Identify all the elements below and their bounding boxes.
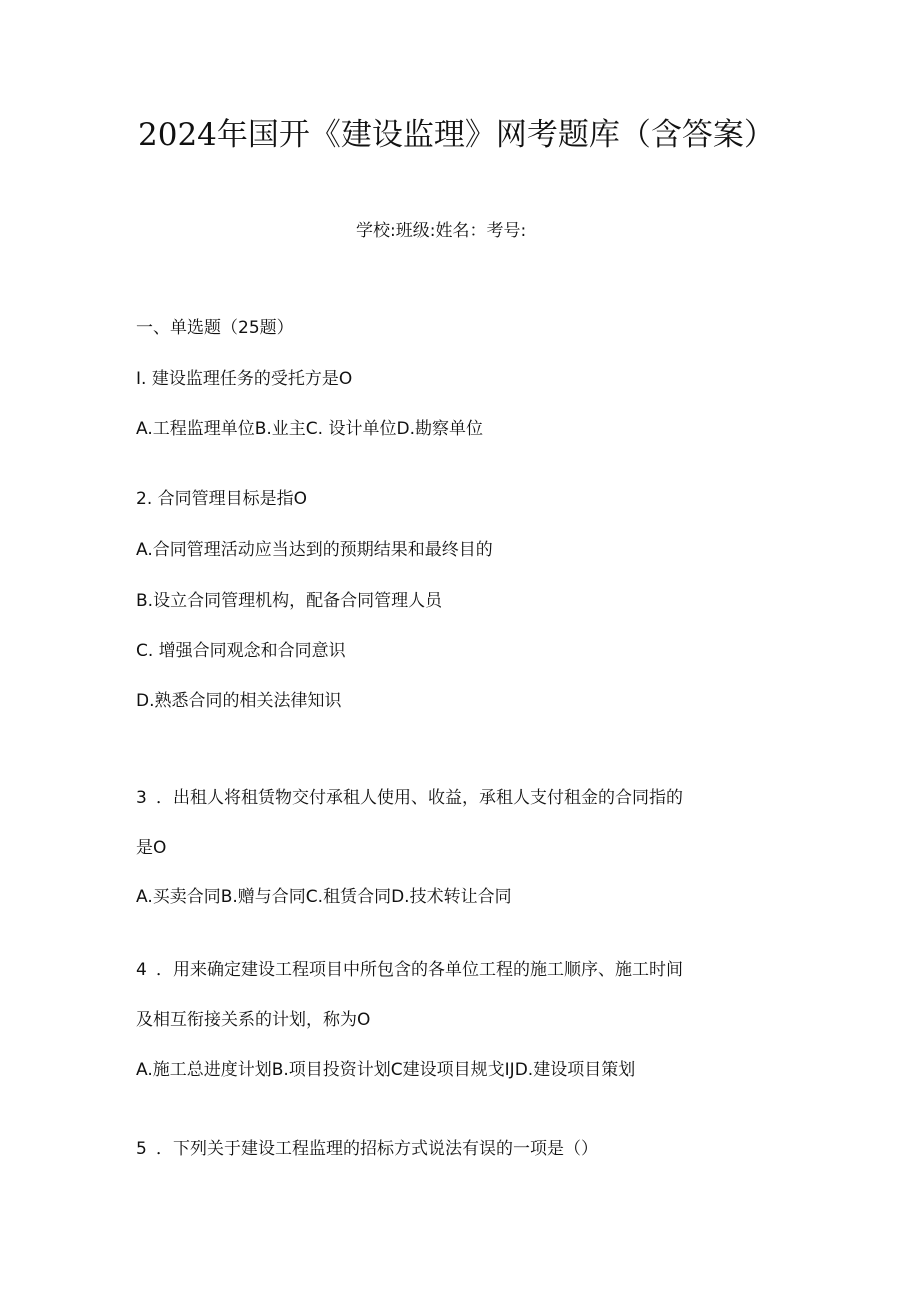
question-1-stem: I. 建设监理任务的受托方是O <box>136 369 353 389</box>
question-2-stem: 2. 合同管理目标是指O <box>136 489 308 509</box>
question-5-number: 5 <box>136 1139 147 1159</box>
question-5-stem-line-1 <box>136 1136 598 1162</box>
question-1-options: A.工程监理单位B.业主C. 设计单位D.勘察单位 <box>136 419 483 439</box>
question-4-stem-line-1 <box>136 957 683 983</box>
question-3-stem-line-2: 是O <box>136 838 167 858</box>
question-3-number: 3 <box>136 788 147 808</box>
section-heading: 一、单选题（25题） <box>136 318 294 338</box>
document-title: 2024年国开《建设监理》网考题库（含答案） <box>138 117 775 153</box>
question-4-stem-text-1: ．用来确定建设工程项目中所包含的各单位工程的施工顺序、施工时间 <box>156 960 683 980</box>
question-3-stem-line-1 <box>136 785 683 811</box>
question-2-option-d: D.熟悉合同的相关法律知识 <box>136 691 342 711</box>
question-3-options: A.买卖合同B.赠与合同C.租赁合同D.技术转让合同 <box>136 887 512 907</box>
question-4-number: 4 <box>136 960 147 980</box>
question-2-option-c: C. 增强合同观念和合同意识 <box>136 641 346 661</box>
question-2-option-b: B.设立合同管理机构，配备合同管理人员 <box>136 591 443 611</box>
question-2-option-a: A.合同管理活动应当达到的预期结果和最终目的 <box>136 540 493 560</box>
question-4-stem-line-2: 及相互衔接关系的计划，称为O <box>136 1010 371 1030</box>
question-3-stem-text-1: ．出租人将租赁物交付承租人使用、收益，承租人支付租金的合同指的 <box>156 788 683 808</box>
question-4-options: A.施工总进度计划B.项目投资计划C建设项目规戈IJD.建设项目策划 <box>136 1060 636 1080</box>
question-5-stem-text-1: ．下列关于建设工程监理的招标方式说法有误的一项是（） <box>156 1139 598 1159</box>
student-info-line: 学校:班级:姓名：考号: <box>356 221 527 241</box>
